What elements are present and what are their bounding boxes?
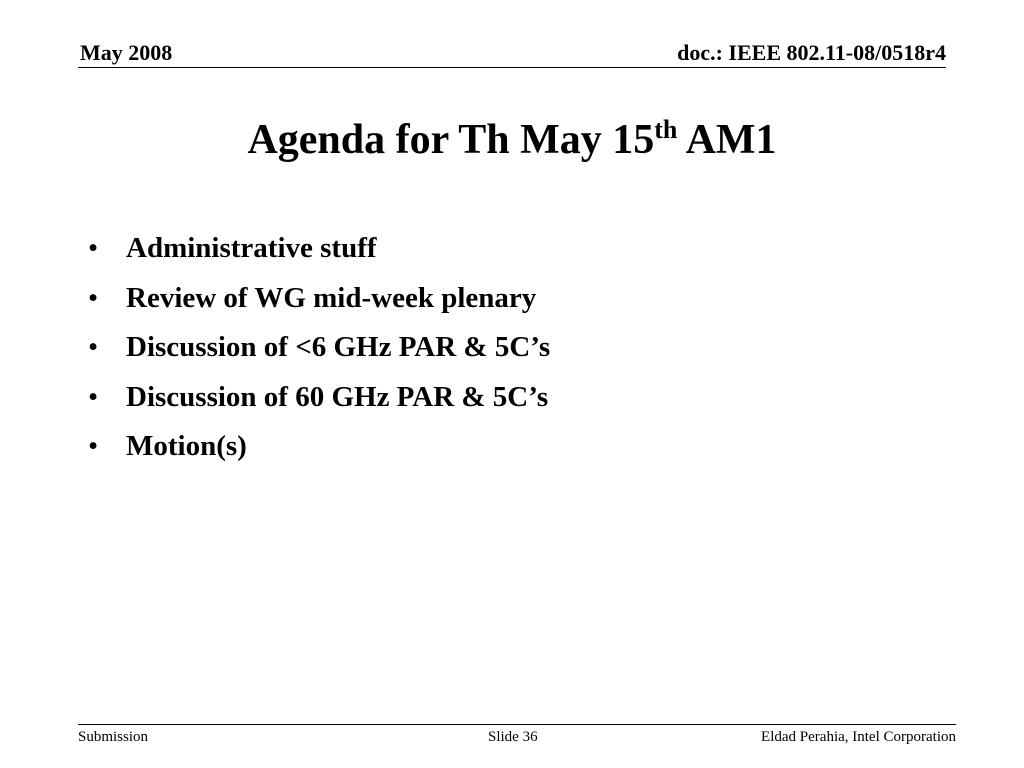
footer-divider (78, 724, 956, 725)
header-date: May 2008 (80, 40, 173, 65)
bullet-icon: • (88, 331, 99, 363)
slide-title-suffix: AM1 (677, 117, 777, 163)
agenda-item-text: Motion(s) (126, 430, 247, 462)
slide-title-superscript: th (654, 115, 678, 144)
bullet-icon: • (88, 232, 99, 264)
bullet-icon: • (88, 380, 99, 413)
footer-author: Eldad Perahia, Intel Corporation (761, 729, 956, 745)
bullet-icon: • (88, 430, 99, 462)
footer-slide-number: Slide 36 (488, 729, 538, 745)
header-divider (78, 67, 946, 68)
footer-submission: Submission (78, 729, 149, 745)
agenda-item-text: Review of WG mid-week plenary (126, 281, 537, 314)
agenda-item-text: Discussion of 60 GHz PAR & 5C’s (126, 380, 549, 413)
slide-title (0, 112, 1024, 168)
header-doc-number: doc.: IEEE 802.11-08/0518r4 (677, 40, 946, 65)
agenda-item-text: Discussion of <6 GHz PAR & 5C’s (126, 331, 551, 363)
bullet-icon: • (88, 281, 99, 314)
agenda-item-text: Administrative stuff (126, 232, 377, 264)
slide-title-main: Agenda for Th May 15 (247, 117, 655, 163)
